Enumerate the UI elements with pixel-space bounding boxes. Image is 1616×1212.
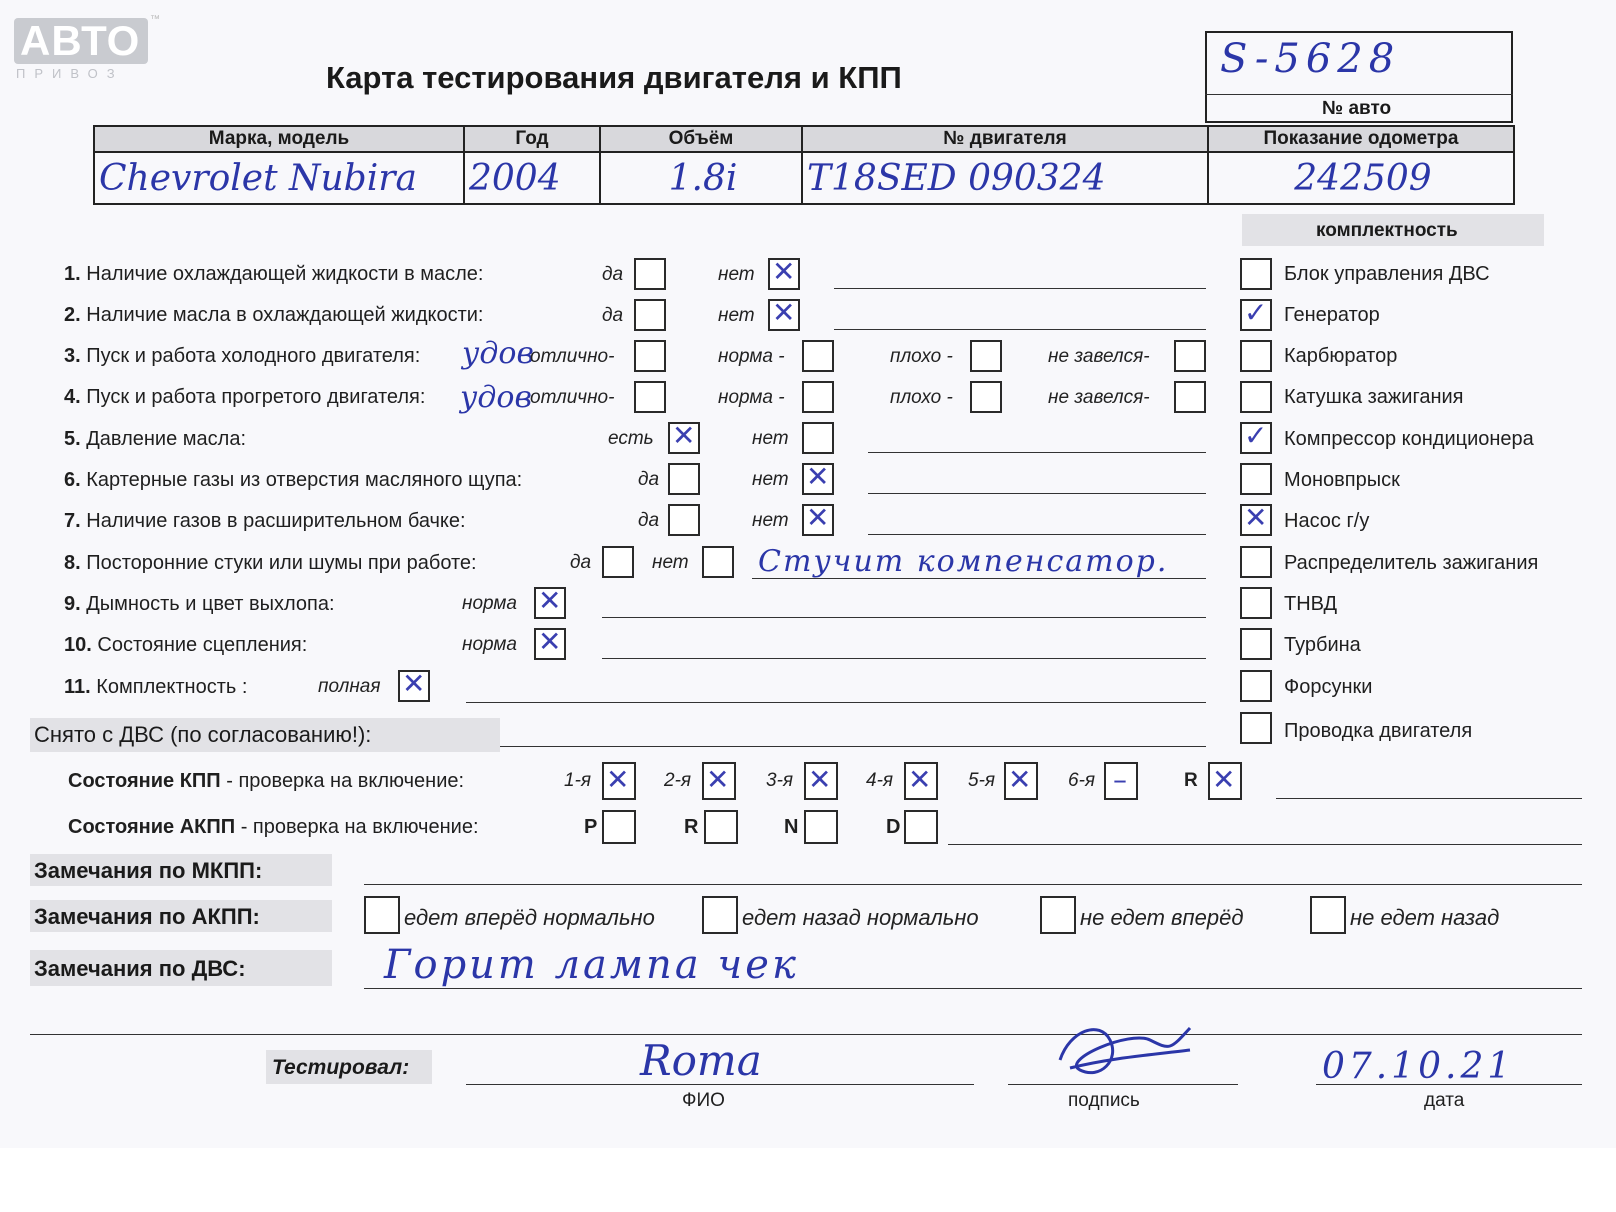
item-7-da-checkbox[interactable] <box>668 504 700 536</box>
completeness-label-3: Карбюратор <box>1284 345 1398 367</box>
opt-net: нет <box>752 510 789 531</box>
completeness-checkbox-11[interactable] <box>1240 670 1272 702</box>
completeness-label-6: Моновпрыск <box>1284 469 1400 491</box>
item-3-ne-zavelsya-checkbox[interactable] <box>1174 340 1206 372</box>
item-1-note-line[interactable] <box>834 288 1206 289</box>
item-4-ne-zavelsya-checkbox[interactable] <box>1174 381 1206 413</box>
gear-6-checkbox[interactable] <box>1104 762 1138 800</box>
gear-5-checkbox[interactable] <box>1004 762 1038 800</box>
kpp-note-line[interactable] <box>1276 798 1582 799</box>
item-4: 4. Пуск и работа прогретого двигателя: <box>64 386 426 408</box>
auto-number-value: S-5628 <box>1220 36 1401 82</box>
completeness-label-9: ТНВД <box>1284 593 1338 615</box>
gear-1-label: 1-я <box>564 770 592 791</box>
opt-polnaya: полная <box>318 676 381 697</box>
item-8-net-checkbox[interactable] <box>702 546 734 578</box>
item-5-est-checkbox[interactable] <box>668 419 700 454</box>
item-6: 6. Картерные газы из отверстия масляного щупа: <box>64 469 523 491</box>
date-line[interactable] <box>1316 1084 1582 1085</box>
test-date: 07.10.21 <box>1322 1046 1515 1087</box>
item-11: 11. Комплектность : <box>64 676 248 698</box>
item-3-norma-checkbox[interactable] <box>802 340 834 372</box>
completeness-checkbox-4[interactable] <box>1240 381 1272 413</box>
cross-mark-icon: ✕ <box>806 501 830 534</box>
opt-norma: норма <box>462 634 517 655</box>
opt-da: да <box>602 305 624 326</box>
completeness-label-1: Блок управления ДВС <box>1284 263 1490 285</box>
item-8-da-checkbox[interactable] <box>602 546 634 578</box>
removed-note-line[interactable] <box>500 746 1206 747</box>
item-5: 5. Давление масла: <box>64 428 246 450</box>
auto-number-rule <box>1205 94 1513 95</box>
item-3: 3. Пуск и работа холодного двигателя: <box>64 345 421 367</box>
completeness-label-7: Насос г/у <box>1284 510 1370 532</box>
item-8-note: Стучит компенсатор. <box>758 544 1169 579</box>
value-year: 2004 <box>464 152 600 204</box>
akpp-no-forward-label: не едет вперёд <box>1080 905 1244 930</box>
akpp-backward-ok-label: едет назад нормально <box>742 905 979 930</box>
item-6-da-checkbox[interactable] <box>668 463 700 495</box>
gear-6-label: 6-я <box>1068 770 1096 791</box>
completeness-label-5: Компрессор кондиционера <box>1284 428 1534 450</box>
gear-3-label: 3-я <box>766 770 794 791</box>
kpp-label: Состояние КПП - проверка на включение: <box>68 770 465 792</box>
cross-mark-icon: ✕ <box>1212 763 1236 796</box>
completeness-checkbox-12[interactable] <box>1240 712 1272 744</box>
opt-net: нет <box>752 469 789 490</box>
logo-subtext: ПРИВОЗ <box>16 66 124 81</box>
value-odometer: 242509 <box>1208 152 1514 204</box>
opt-norma: норма <box>462 593 517 614</box>
item-3-note: удов <box>462 336 534 371</box>
cross-mark-icon: ✕ <box>672 419 696 452</box>
akpp-n-label: N <box>784 816 799 838</box>
remarks-akpp-label: Замечания по АКПП: <box>34 904 260 929</box>
signature-line[interactable] <box>1008 1084 1238 1085</box>
remarks-mkpp-label: Замечания по МКПП: <box>34 858 263 883</box>
fio-line[interactable] <box>466 1084 974 1085</box>
opt-net: нет <box>652 552 689 573</box>
item-4-norma-checkbox[interactable] <box>802 381 834 413</box>
cross-mark-icon: ✕ <box>1008 763 1032 796</box>
item-11-note-line[interactable] <box>466 702 1206 703</box>
completeness-checkbox-7[interactable] <box>1240 501 1272 536</box>
removed-label: Снято с ДВС (по согласованию!): <box>34 722 372 747</box>
opt-ne-zavelsya: не завелся- <box>1048 346 1150 367</box>
remarks-dvs-label: Замечания по ДВС: <box>34 956 246 981</box>
fio-caption: ФИО <box>682 1090 725 1111</box>
opt-otlichno: отлично- <box>530 387 615 408</box>
opt-da: да <box>638 510 660 531</box>
auto-number-label: № авто <box>1322 98 1392 119</box>
opt-ploho: плохо - <box>890 387 953 408</box>
akpp-no-backward-label: не едет назад <box>1350 905 1500 930</box>
completeness-label-11: Форсунки <box>1284 676 1373 698</box>
cross-mark-icon: ✕ <box>808 763 832 796</box>
opt-ploho: плохо - <box>890 346 953 367</box>
item-2: 2. Наличие масла в охлаждающей жидкости: <box>64 304 484 326</box>
item-4-otlichno-checkbox[interactable] <box>634 381 666 413</box>
completeness-checkbox-3[interactable] <box>1240 340 1272 372</box>
item-2-note-line[interactable] <box>834 329 1206 330</box>
gear-r-label: R <box>1184 770 1198 791</box>
akpp-p-label: P <box>584 816 598 838</box>
item-10-note-line[interactable] <box>602 658 1206 659</box>
akpp-r-checkbox[interactable] <box>704 810 738 844</box>
opt-net: нет <box>718 264 755 285</box>
check-mark-icon: ✓ <box>1244 419 1268 452</box>
remarks-mkpp-line[interactable] <box>364 884 1582 885</box>
tester-name: Roma <box>640 1036 762 1085</box>
item-3-otlichno-checkbox[interactable] <box>634 340 666 372</box>
item-9-note-line[interactable] <box>602 617 1206 618</box>
remarks-dvs-line[interactable] <box>364 988 1582 989</box>
akpp-forward-ok-label: едет вперёд нормально <box>404 905 655 930</box>
akpp-no-forward-checkbox[interactable] <box>1040 896 1076 934</box>
completeness-checkbox-5[interactable] <box>1240 419 1272 454</box>
completeness-checkbox-9[interactable] <box>1240 587 1272 619</box>
gear-5-label: 5-я <box>968 770 996 791</box>
gear-4-checkbox[interactable] <box>904 762 938 800</box>
cross-mark-icon: ✕ <box>806 460 830 493</box>
opt-norma: норма - <box>718 387 785 408</box>
value-engine-no: T18SED 090324 <box>802 152 1208 204</box>
opt-da: да <box>570 552 592 573</box>
gear-2-label: 2-я <box>664 770 692 791</box>
completeness-checkbox-10[interactable] <box>1240 628 1272 660</box>
item-7-note-line[interactable] <box>868 534 1206 535</box>
gear-r-checkbox[interactable] <box>1208 762 1242 800</box>
akpp-note-line[interactable] <box>948 844 1582 845</box>
item-8-note-line[interactable] <box>752 578 1206 579</box>
akpp-r-label: R <box>684 816 699 838</box>
akpp-label: Состояние АКПП - проверка на включение: <box>68 816 479 838</box>
completeness-checkbox-2[interactable] <box>1240 296 1272 331</box>
akpp-forward-ok-checkbox[interactable] <box>364 896 400 934</box>
akpp-n-checkbox[interactable] <box>804 810 838 844</box>
logo-tm: ™ <box>150 14 160 25</box>
signature-caption: подпись <box>1068 1090 1140 1111</box>
item-2-da-checkbox[interactable] <box>634 299 666 331</box>
header-volume: Объём <box>600 126 802 152</box>
gear-4-label: 4-я <box>866 770 894 791</box>
item-10: 10. Состояние сцепления: <box>64 634 308 656</box>
cross-mark-icon: ✕ <box>606 763 630 796</box>
logo-text: АВТО <box>20 17 141 64</box>
cross-mark-icon: ✕ <box>538 584 562 617</box>
item-1: 1. Наличие охлаждающей жидкости в масле: <box>64 263 484 285</box>
item-8: 8. Посторонние стуки или шумы при работе: <box>64 552 477 574</box>
cross-mark-icon: ✕ <box>1244 501 1268 534</box>
vehicle-table <box>93 125 1515 205</box>
completeness-checkbox-1[interactable] <box>1240 258 1272 290</box>
akpp-d-checkbox[interactable] <box>904 810 938 844</box>
item-2-net-checkbox[interactable] <box>768 296 800 331</box>
date-caption: дата <box>1424 1090 1465 1111</box>
completeness-title: комплектность <box>1316 220 1458 241</box>
gear-2-checkbox[interactable] <box>702 762 736 800</box>
signature-icon <box>1040 1010 1200 1092</box>
akpp-backward-ok-checkbox[interactable] <box>702 896 738 934</box>
completeness-label-8: Распределитель зажигания <box>1284 552 1539 574</box>
dash-mark-icon: – <box>1113 763 1127 796</box>
item-1-da-checkbox[interactable] <box>634 258 666 290</box>
item-9: 9. Дымность и цвет выхлопа: <box>64 593 335 615</box>
completeness-label-4: Катушка зажигания <box>1284 386 1464 408</box>
opt-norma: норма - <box>718 346 785 367</box>
item-1-net-checkbox[interactable] <box>768 255 800 290</box>
check-mark-icon: ✓ <box>1244 296 1268 329</box>
tested-label: Тестировал: <box>272 1056 410 1079</box>
header-model: Марка, модель <box>94 126 464 152</box>
item-6-note-line[interactable] <box>868 493 1206 494</box>
opt-ne-zavelsya: не завелся- <box>1048 387 1150 408</box>
cross-mark-icon: ✕ <box>706 763 730 796</box>
remarks-dvs-note: Горит лампа чек <box>384 942 799 988</box>
cross-mark-icon: ✕ <box>908 763 932 796</box>
cross-mark-icon: ✕ <box>402 667 426 700</box>
header-year: Год <box>464 126 600 152</box>
completeness-label-10: Турбина <box>1284 634 1361 656</box>
item-9-norma-checkbox[interactable] <box>534 584 566 619</box>
opt-otlichno: отлично- <box>530 346 615 367</box>
completeness-checkbox-8[interactable] <box>1240 546 1272 578</box>
item-7: 7. Наличие газов в расширительном бачке: <box>64 510 466 532</box>
opt-net: нет <box>718 305 755 326</box>
gear-3-checkbox[interactable] <box>804 762 838 800</box>
gear-1-checkbox[interactable] <box>602 762 636 800</box>
item-11-polnaya-checkbox[interactable] <box>398 667 430 702</box>
page-edge <box>0 1148 1616 1212</box>
opt-net: нет <box>752 428 789 449</box>
header-odometer: Показание одометра <box>1208 126 1514 152</box>
page-title: Карта тестирования двигателя и КПП <box>326 60 902 95</box>
item-7-net-checkbox[interactable] <box>802 501 834 536</box>
item-3-ploho-checkbox[interactable] <box>970 340 1002 372</box>
item-10-norma-checkbox[interactable] <box>534 625 566 660</box>
value-volume: 1.8i <box>600 152 802 204</box>
item-4-note: удов <box>460 380 532 415</box>
cross-mark-icon: ✕ <box>772 255 796 288</box>
completeness-label-2: Генератор <box>1284 304 1380 326</box>
cross-mark-icon: ✕ <box>772 296 796 329</box>
header-engine-no: № двигателя <box>802 126 1208 152</box>
opt-da: да <box>602 264 624 285</box>
completeness-label-12: Проводка двигателя <box>1284 720 1473 742</box>
akpp-d-label: D <box>886 816 901 838</box>
opt-da: да <box>638 469 660 490</box>
item-4-ploho-checkbox[interactable] <box>970 381 1002 413</box>
item-6-net-checkbox[interactable] <box>802 460 834 495</box>
akpp-p-checkbox[interactable] <box>602 810 636 844</box>
cross-mark-icon: ✕ <box>538 625 562 658</box>
item-5-note-line[interactable] <box>868 452 1206 453</box>
completeness-checkbox-6[interactable] <box>1240 463 1272 495</box>
item-5-net-checkbox[interactable] <box>802 422 834 454</box>
value-model: Chevrolet Nubira <box>94 152 464 204</box>
divider-line <box>30 1034 1582 1035</box>
akpp-no-backward-checkbox[interactable] <box>1310 896 1346 934</box>
opt-est: есть <box>608 428 654 449</box>
